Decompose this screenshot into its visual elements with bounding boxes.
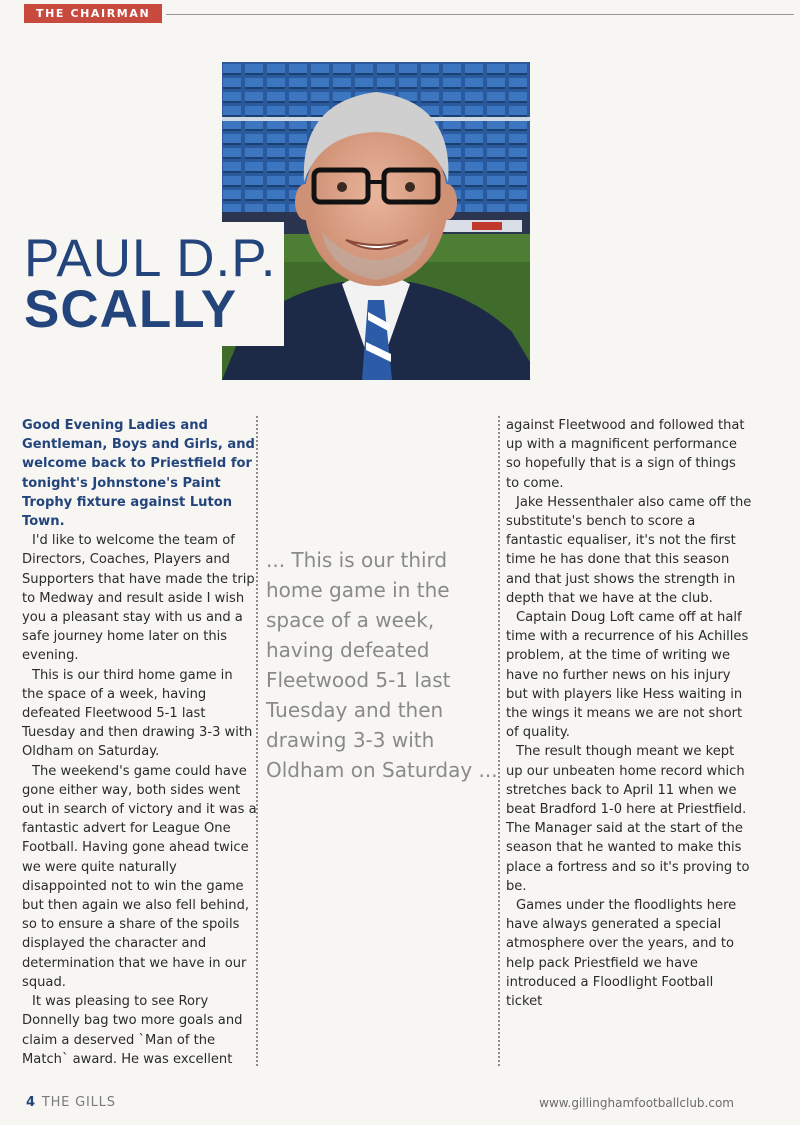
column-divider [498,416,500,1066]
paragraph: The weekend's game could have gone either way, both sides went out in search of victory and it was a fantastic advert for League One Football. Having gone ahead twice we were quite naturally disappointed not to win the game but then again we also fell behind, so to ensure a share of the spoils displayed the character and determination that we have in our squad. [22,763,257,990]
paragraph: Captain Doug Loft came off at half time with a recurrence of his Achilles problem, at the time of writing we have no further news on his injury but with players like Hess waiting in the wings it means we are not short of quality. [506,610,749,741]
paragraph: I'd like to welcome the team of Directors, Coaches, Players and Supporters that have made the trip to Medway and result aside I wish you a pleasant stay with us and a safe journey home later on this evening. [22,533,255,664]
pull-quote: ... This is our third home game in the space of a week, having defeated Fleetwood 5-1 last Tuesday and then drawing 3-3 with Oldham on Saturday ... [266,548,498,782]
article-column-3 [506,416,752,1011]
paragraph: It was pleasing to see Rory Donnelly bag two more goals and claim a deserved `Man of the Match` award. He was excellent [22,994,243,1067]
paragraph: Games under the floodlights here have always generated a special atmosphere over the years, and to help pack Priestfield we have introduced a Floodlight Football ticket [506,898,737,1010]
headline-first-line: PAUL D.P. [24,229,277,288]
section-label: THE CHAIRMAN [24,4,162,23]
footer-website: www.gillinghamfootballclub.com [539,1096,734,1110]
article-intro: Good Evening Ladies and Gentleman, Boys and Girls, and welcome back to Priestfield for tonight's Johnstone's Paint Trophy fixture against Luton Town. [22,418,255,530]
publication-name: THE GILLS [41,1095,116,1110]
article-column-1 [22,416,258,1069]
paragraph: This is our third home game in the space of a week, having defeated Fleetwood 5-1 last Tuesday and then drawing 3-3 with Oldham on Saturday. [22,667,253,760]
headline [14,222,284,346]
paragraph: against Fleetwood and followed that up with a magnificent performance so hopefully that is a sign of things to come. [506,418,745,491]
footer-page-label [26,1095,116,1110]
headline-surname: SCALLY [24,280,238,339]
paragraph: The result though meant we kept up our unbeaten home record which stretches back to April 11 when we beat Bradford 1-0 here at Priestfield. The Manager said at the start of the season that he wanted to make this place a fortress and so it's proving to be. [506,744,750,894]
page-number: 4 [26,1095,36,1110]
paragraph: Jake Hessenthaler also came off the substitute's bench to score a fantastic equaliser, it's not the first time he has done that this season and that just shows the strength in depth that we have at the club. [506,494,752,606]
section-rule [166,14,794,15]
column-divider [256,416,258,1066]
